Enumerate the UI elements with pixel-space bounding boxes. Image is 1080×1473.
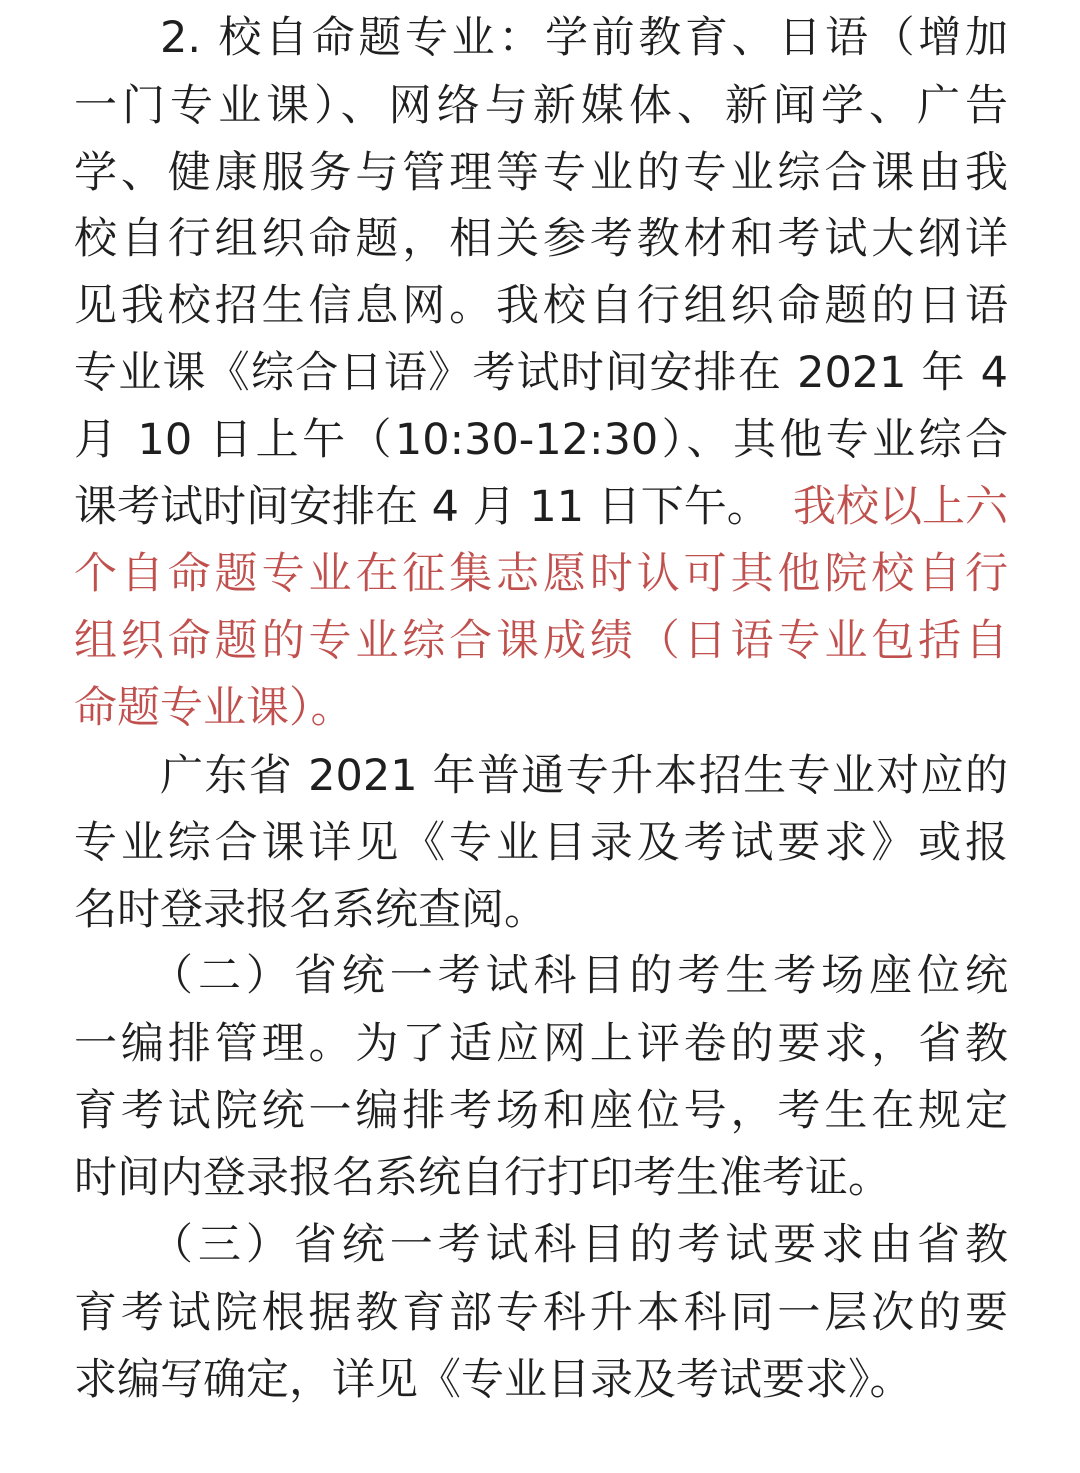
text-line: 2. 校自命题专业：学前教育、日语（增加 <box>160 13 1008 63</box>
text-line: 一门专业课）、网络与新媒体、新闻学、广告 <box>74 81 1008 131</box>
text-line: 见我校招生信息网。我校自行组织命题的日语 <box>74 281 1008 331</box>
text-line: （二）省统一考试科目的考生考场座位统 <box>150 951 1008 1001</box>
text-line: 时间内登录报名系统自行打印考生准考证。 <box>74 1153 891 1203</box>
text-line: 校自行组织命题，相关参考教材和考试大纲详 <box>74 214 1008 264</box>
text-line-mixed <box>74 473 1008 541</box>
text-line: 专业课《综合日语》考试时间安排在 2021 年 4 <box>74 348 1008 398</box>
highlighted-text-line: 个自命题专业在征集志愿时认可其他院校自行 <box>74 549 1008 599</box>
text-line: 育考试院根据教育部专科升本科同一层次的要 <box>74 1288 1008 1338</box>
text-line: 一编排管理。为了适应网上评卷的要求，省教 <box>74 1019 1008 1069</box>
text-line: 广东省 2021 年普通专升本招生专业对应的 <box>160 751 1008 801</box>
highlighted-text-line: 组织命题的专业综合课成绩（日语专业包括自 <box>74 616 1008 666</box>
text-line: （三）省统一考试科目的考试要求由省教 <box>150 1220 1008 1270</box>
text-line: 月 10 日上午（10:30-12:30）、其他专业综合 <box>74 415 1008 465</box>
highlighted-text-segment: 我校以上六 <box>793 482 1008 532</box>
text-segment: 课考试时间安排在 4 月 11 日下午。 <box>74 482 770 532</box>
text-line: 名时登录报名系统查阅。 <box>74 885 547 935</box>
text-line: 学、健康服务与管理等专业的专业综合课由我 <box>74 148 1008 198</box>
text-line: 育考试院统一编排考场和座位号，考生在规定 <box>74 1086 1008 1136</box>
highlighted-text-line: 命题专业课）。 <box>74 683 354 733</box>
text-line: 专业综合课详见《专业目录及考试要求》或报 <box>74 818 1008 868</box>
text-line: 求编写确定，详见《专业目录及考试要求》。 <box>74 1355 913 1405</box>
